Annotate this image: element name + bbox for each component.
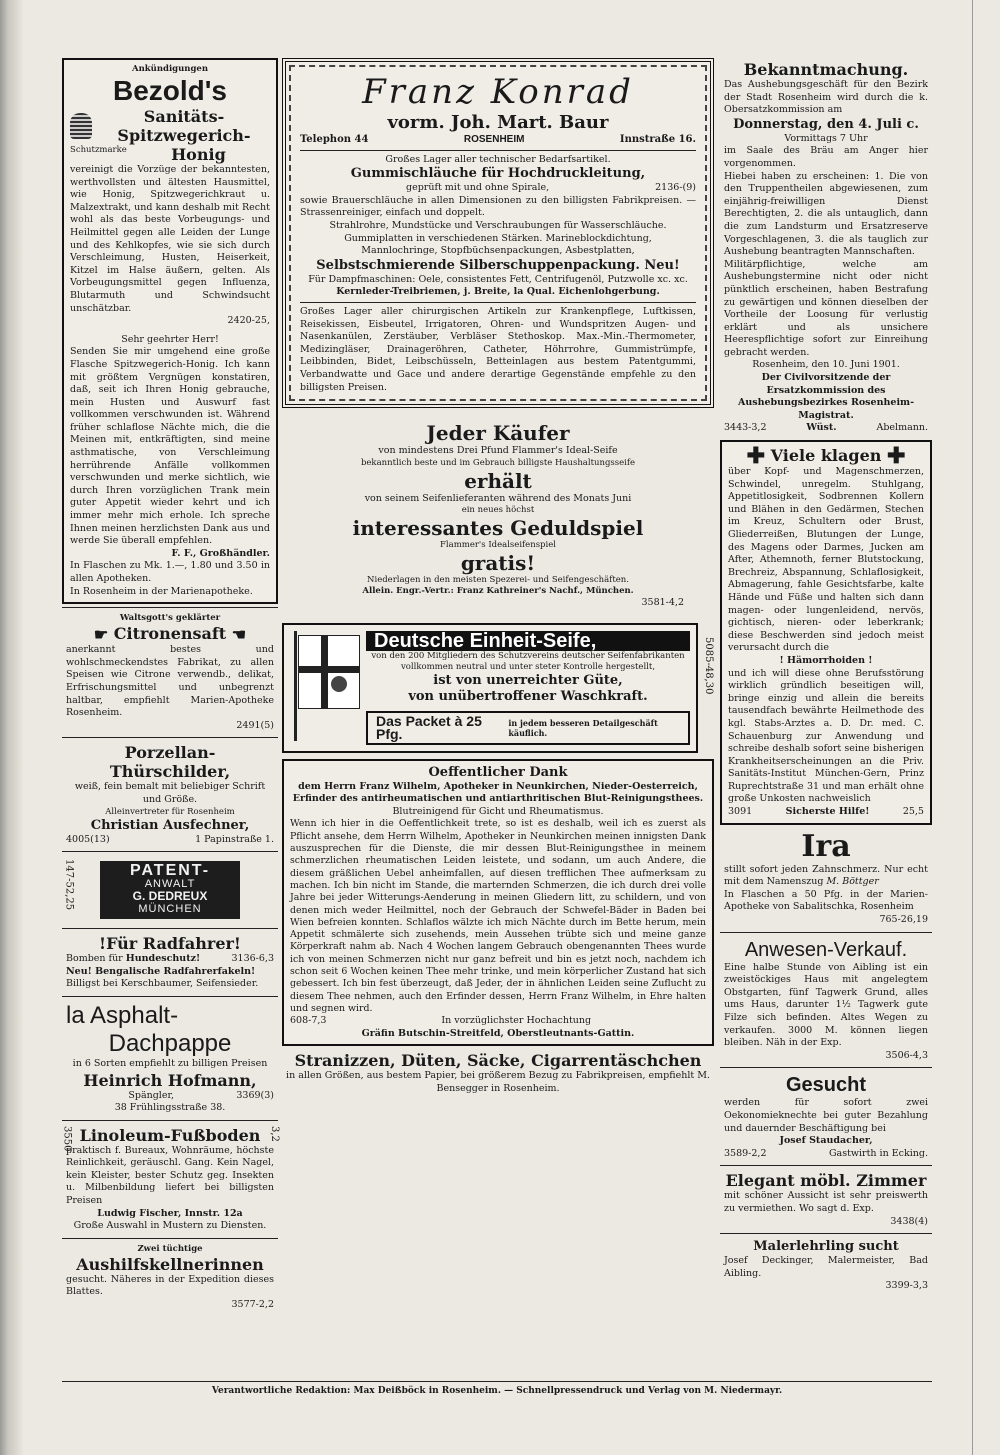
seife-l2: ist von unerreichter Güte, xyxy=(433,673,623,689)
kellner-ad xyxy=(62,1242,278,1314)
radfahrer-line1b: Hundeschutz! xyxy=(125,953,201,965)
kaeufer-l3: erhält xyxy=(464,468,532,493)
klagen-help: Sicherste Hilfe! xyxy=(785,806,870,818)
citron-body: anerkannt bestes und wohlschmeckendstes Fabrikat, zu allen Speisen wie Citrone verwendb., delikat, Erfrischungsmittel und unbegrenzt haltbar, empfiehlt Marien-Apotheke Rosenheim. xyxy=(66,644,274,719)
seife-side-code: 5085-48,30 xyxy=(703,636,714,695)
kaeufer-l2: bekanntlich beste und im Gebrauch billigste Haushaltungsseife xyxy=(360,457,636,468)
kaeufer-code: 3581-4,2 xyxy=(641,597,684,609)
seife-packet-note: in jedem besseren Detailgeschäft käuflich. xyxy=(508,718,658,739)
bezold-ad xyxy=(62,58,278,604)
bezold-code: 2420-25, xyxy=(227,315,270,327)
dank-intro: dem Herrn Franz Wilhelm, Apotheker in Neunkirchen, Nieder-Oesterreich, Erfinder des antirheumatischen und antiarthritischen Blut-Reinigungsthees. xyxy=(292,780,704,805)
zimmer-code: 3438(4) xyxy=(890,1215,928,1227)
linoleum-title: Linoleum-Fußboden xyxy=(79,1125,261,1145)
radfahrer-code: 3136-6,3 xyxy=(231,953,274,965)
kaeufer-l7: Flammer's Idealseifenspiel xyxy=(440,540,556,551)
divider xyxy=(62,1238,278,1239)
konrad-phone: Telephon 44 xyxy=(300,134,369,145)
patent-line4: MÜNCHEN xyxy=(138,902,202,915)
maler-ad xyxy=(720,1237,932,1295)
dank-title: Oeffentlicher Dank xyxy=(428,764,568,780)
stranizzen-title: Stranizzen, Düten, Säcke, Cigarrentäschchen xyxy=(294,1051,702,1071)
porzellan-agent: Christian Ausfechner, xyxy=(90,817,250,833)
middle-column xyxy=(282,58,714,1390)
zimmer-title: Elegant möbl. Zimmer xyxy=(725,1171,927,1191)
seife-ad xyxy=(282,623,698,753)
citron-ad xyxy=(62,611,278,734)
konrad-l1: Großes Lager aller technischer Bedarfsartikel. xyxy=(385,153,611,165)
kaeufer-l9: Niederlagen in den meisten Spezerei- und Seifengeschäften. xyxy=(367,575,629,586)
linoleum-side-left: 3550 xyxy=(61,1125,73,1152)
radfahrer-line1a: Bomben für xyxy=(66,953,123,965)
radfahrer-line3: Billigst bei Kerschbaumer, Seifensieder. xyxy=(66,978,259,990)
ira-ad xyxy=(720,828,932,929)
klagen-body2: und ich will diese ohne Berufsstörung wirklich gründlich beseitigen will, bringe einzig und allein die bereits tausendfach bewährte Heilmethode des kgl. Stabs-Arztes a. D. Dr. med. C. Schauenburg zur Anwendung und schreibe deshalb sofort seine bisherigen Krankheitserscheinungen an die Priv. Sanitäts-Institut München-Gern, Prinz Ruprechtstraße 31 und man erhält ohne große Unkosten nachweislich xyxy=(728,667,924,805)
konrad-l11: Großes Lager aller chirurgischen Artikeln zur Krankenpflege, Luftkissen, Reisekissen, Eisbeutel, Irrigatoren, Ohren- und Wundspritzen Augen- und Nasenkanülen, Zerstäuber, Verbläser Stethoskop. Max.-Min.-Thermometer, Medizingläser, Drainageröhren, Catheter, Höhrrohre, Gummistrümpfe, Leibbinden, Bidet, Leibschüsseln, Betteinlagen aus bestem Patentgummi, Verbandwatte und Gace und andere derartige Gegenstände empfehle zu den billigsten Preisen. xyxy=(300,305,696,393)
bezold-title: Bezold's xyxy=(112,75,227,106)
stranizzen-ad xyxy=(282,1049,714,1097)
bezold-body: vereinigt die Vorzüge der bekanntesten, werthvollsten und ältesten Hausmittel, wie Honig, Spitzwegerichkraut u. Malzextrakt, und kann deshalb mit Recht wohl als das beste Vorbeugungs- und Heilmittel gegen alle Leiden der Lunge und des Kehlkopfes, wie sie sich durch Verschleimung, Husten, Heiserkeit, Kitzel im Halse äußern, gelten. Als Vorbeugungsmittel gegen Influenza, Blutarmuth und Schwindsucht unschätzbar. xyxy=(70,164,270,314)
bekannt-code: 3443-3,2 xyxy=(724,422,767,434)
right-column xyxy=(720,58,932,1390)
divider xyxy=(720,1233,932,1234)
seife-title: Deutsche Einheit-Seife, xyxy=(366,631,690,652)
linoleum-name: Ludwig Fischer, Innstr. 12a xyxy=(97,1207,243,1219)
divider xyxy=(62,737,278,738)
linoleum-foot: Große Auswahl in Mustern zu Diensten. xyxy=(73,1220,267,1232)
linoleum-ad xyxy=(62,1124,278,1235)
patent-line3: G. DEDREUX xyxy=(132,889,208,904)
seife-wrap xyxy=(282,623,714,753)
porzellan-code: 4005(13) xyxy=(66,833,110,845)
zimmer-ad xyxy=(720,1169,932,1230)
kaeufer-l8: gratis! xyxy=(460,551,536,576)
linoleum-body: praktisch f. Bureaux, Wohnräume, höchste Reinlichkeit, geräuschl. Gang. Kein Nagel, kein Kleister, bester Schutz geg. Insekten u. Milbenbildung liefert bei billigsten Preisen xyxy=(66,1144,274,1207)
kellner-code: 3577-2,2 xyxy=(231,1299,274,1311)
gesucht-body: werden für sofort zwei Oekonomieknechte bei guter Bezahlung und dauernder Beschäftigung bei xyxy=(724,1097,928,1134)
citron-kicker: Waltsgott's geklärter xyxy=(119,613,221,624)
bekannt-time: Vormittags 7 Uhr xyxy=(784,132,868,144)
klagen-title: Viele klagen xyxy=(770,446,882,466)
asphalt-ad xyxy=(62,1000,278,1117)
asphalt-title1: la Asphalt- xyxy=(66,1001,179,1029)
radfahrer-ad xyxy=(62,932,278,993)
konrad-city: ROSENHEIM xyxy=(463,134,525,145)
bezold-honig: Honig xyxy=(171,145,226,164)
seife-packet xyxy=(366,711,690,744)
porzellan-ad xyxy=(62,741,278,848)
porzellan-agent-label: Alleinvertreter für Rosenheim xyxy=(105,806,235,817)
kaeufer-title: Jeder Käufer xyxy=(426,421,570,446)
bekannt-name1: Wüst. xyxy=(806,422,837,434)
kaeufer-l4: von seinem Seifenlieferanten während des Monats Juni xyxy=(364,492,632,504)
bekannt-date: Donnerstag, den 4. Juli c. xyxy=(733,116,919,132)
radfahrer-line2: Neu! Bengalische Radfahrerfakeln! xyxy=(66,965,256,977)
patent-line1: PATENT- xyxy=(129,862,211,880)
konrad-code: 2136-(9) xyxy=(655,182,696,194)
linoleum-side-right: 3,2 xyxy=(269,1125,280,1142)
konrad-ad xyxy=(282,58,714,408)
konrad-l5: Strahlrohre, Mundstücke und Verschraubungen für Wasserschläuche. xyxy=(329,219,667,231)
bezold-letter-greet: Sehr geehrter Herr! xyxy=(121,333,219,345)
konrad-street: Innstraße 16. xyxy=(619,134,696,145)
bekannt-ad xyxy=(720,58,932,437)
bekannt-sign1: Der Civilvorsitzende der Ersatzkommission des Aushebungsbezirkes Rosenheim-Magistrat. xyxy=(737,372,915,421)
anwesen-ad xyxy=(720,936,932,1065)
gesucht-name: Josef Staudacher, xyxy=(779,1135,873,1147)
divider xyxy=(300,150,696,151)
bezold-where: In Rosenheim in der Marienapotheke. xyxy=(70,585,253,597)
asphalt-role: Spängler, xyxy=(128,1089,174,1101)
kellner-body: gesucht. Näheres in der Expedition dieses Blattes. xyxy=(66,1273,274,1298)
konrad-l8: Selbstschmierende Silberschuppenpackung. Neu! xyxy=(316,257,680,273)
divider xyxy=(720,932,932,933)
klagen-ad xyxy=(720,440,932,825)
bezold-line1: Sanitäts- xyxy=(143,107,225,126)
dank-closing: In vorzüglichster Hochachtung xyxy=(441,1015,592,1027)
citron-code: 2491(5) xyxy=(236,719,274,731)
kellner-kicker: Zwei tüchtige xyxy=(137,1243,203,1254)
flag-icon xyxy=(290,631,360,741)
gesucht-title: Gesucht xyxy=(785,1074,867,1097)
klagen-code: 3091 xyxy=(728,806,753,818)
klagen-code2: 25,5 xyxy=(902,806,924,818)
anwesen-body: Eine halbe Stunde von Aibling ist ein zweistöckiges Haus mit angelegtem Obstgarten, fünf Tagwerk Grund, alles ums Haus, darunter 1½ Tagwerk gute Filze sich befinden. Altes Wegen zu verkaufen. 3000 M. können liegen bleiben. Näh in der Exp. xyxy=(724,961,928,1049)
bekannt-name2: Abelmann. xyxy=(876,422,928,434)
kaeufer-l6: interessantes Geduldspiel xyxy=(352,516,644,541)
bezold-price: In Flaschen zu Mk. 1.—, 1.80 und 3.50 in allen Apotheken. xyxy=(70,560,270,584)
konrad-l2: Gummischläuche für Hochdruckleitung, xyxy=(350,166,646,182)
ira-body2: In Flaschen a 50 Pfg. in der Marien-Apotheke von Sabalitschka, Rosenheim xyxy=(724,888,928,913)
bekannt-place-date: Rosenheim, den 10. Juni 1901. xyxy=(752,359,900,371)
citron-title: Citronensaft xyxy=(113,624,227,644)
patent-ad xyxy=(62,855,278,925)
bekannt-body4: Militärpflichtige, welche am Aushebungstermine nicht oder nicht pünktlich erscheinen, haben Bestrafung zu gewärtigen und können dieselben der Vortheile der Loosung für verlustig erklärt und als unsichere Heerespflichtige sofort zur Einreihung gebracht werden. xyxy=(724,258,928,358)
maler-code: 3399-3,3 xyxy=(885,1280,928,1292)
bezold-trademark: Schutzmarke xyxy=(70,145,127,155)
dank-ad xyxy=(282,759,714,1047)
footer-imprint: Verantwortliche Redaktion: Max Deißböck in Rosenheim. — Schnellpressendruck und Verlag von M. Niedermayr. xyxy=(211,1386,783,1396)
porzellan-title: Porzellan-Thürschilder, xyxy=(109,743,231,782)
konrad-title: Franz Konrad xyxy=(362,72,634,112)
pointing-hand-icon: ☛ xyxy=(93,625,109,645)
patent-logo xyxy=(100,861,240,919)
divider xyxy=(62,851,278,852)
bezold-letter-body: Senden Sie mir umgehend eine große Flasche Spitzwegerich-Honig. Ich kann mit größtem Vergnügen konstatiren, daß, seit ich Ihren Honig gebrauche, mein Husten und Auswurf fast vollkommen verschwunden ist. Während früher schlaflose Nächte mich, die die Meinen mit, entkräftigten, sind meine asthmatische, von Verschleimung herrührende Anfälle vollkommen verschwunden und merke sichtlich, wie durch Ihren vorzüglichen Trank mein guter Appetit wieder kehrt und ich immer mehr mich erhole. Ich spreche Ihnen meinen herzlichsten Dank aus und werde Sie überall empfehlen. xyxy=(70,346,270,547)
konrad-l4: sowie Brauerschläuche in allen Dimensionen zu den billigsten Fabrikpreisen. — Strassenreiniger, einfach und doppelt. xyxy=(300,194,696,219)
klagen-body: über Kopf- und Magenschmerzen, Schwindel, unregelm. Stuhlgang, Appetitlosigkeit, Sodbrennen Kollern und Blähen in den Gedärmen, Stechen im Kreuz, Schultern oder Brust, Gliederreißen, Blutungen der Lunge, des Magens oder Darmes, Jucken am After, Athemnoth, ferner Blutstockung, Brechreiz, Abspannung, Schlaflosigkeit, Abmagerung, fahle Gesichtsfarbe, kalte Hände und Füße und halten sich dann magen- oder lungenleidend, nervös, gichtisch, nieren- oder leberkrank; diese Beschwerden sind jedoch meist verursacht durch die xyxy=(728,466,924,654)
page-binding-edge xyxy=(0,0,24,1455)
asphalt-name: Heinrich Hofmann, xyxy=(83,1070,257,1090)
left-column xyxy=(62,58,278,1380)
maler-title: Malerlehrling sucht xyxy=(753,1239,899,1255)
konrad-l7: Mannlochringe, Stopfbüchsenpackungen, Asbestplatten, xyxy=(361,245,635,257)
divider xyxy=(720,1165,932,1166)
kellner-title: Aushilfskellnerinnen xyxy=(76,1254,264,1274)
ira-code: 765-26,19 xyxy=(879,914,928,926)
bezold-letter-sig: F. F., Großhändler. xyxy=(171,547,270,559)
seife-l3: von unübertroffener Waschkraft. xyxy=(408,689,648,705)
anwesen-code: 3506-4,3 xyxy=(885,1049,928,1061)
bekannt-body3: Hiebei haben zu erscheinen: 1. Die von den Truppentheilen abgewiesenen, zum einjährig-freiwilligen Dienst Berechtigten, 2. die als untauglich, dann die zum Landsturm und Ersatzreserve Vorgeschlagenen, 3. die als tauglich zur Aushebung beantragten Mannschaften. xyxy=(724,170,928,258)
asphalt-body: in 6 Sorten empfiehlt zu billigen Preisen xyxy=(72,1057,268,1069)
divider xyxy=(300,302,696,303)
bekannt-body2: im Saale des Bräu am Anger hier vorgenommen. xyxy=(724,145,928,169)
gesucht-place: Gastwirth in Ecking. xyxy=(828,1147,928,1159)
porzellan-address: 1 Papinstraße 1. xyxy=(195,833,274,845)
stranizzen-body: in allen Größen, aus bestem Papier, bei größerem Bezug zu Fabrikpreisen, empfiehlt M. Bensegger in Rosenheim. xyxy=(286,1070,710,1094)
radfahrer-title: !Für Radfahrer! xyxy=(99,934,241,954)
kaeufer-ad xyxy=(282,411,714,620)
divider xyxy=(720,1067,932,1068)
konrad-l9: Für Dampfmaschinen: Oele, consistentes Fett, Centrifugenöl, Putzwolle xc. xc. xyxy=(308,273,688,285)
ira-body: stillt sofort jeden Zahnschmerz. Nur echt mit dem Namenszug xyxy=(724,863,928,888)
konrad-l3: geprüft mit und ohne Spirale, xyxy=(406,182,550,194)
divider xyxy=(62,996,278,997)
dank-subtitle: Blutreinigend für Gicht und Rheumatismus. xyxy=(392,805,604,817)
ira-title: Ira xyxy=(801,828,851,864)
pointing-hand-icon: ☚ xyxy=(231,625,247,645)
divider xyxy=(62,607,278,608)
beehive-icon xyxy=(70,113,92,139)
gesucht-ad xyxy=(720,1071,932,1162)
konrad-l6: Gummiplatten in verschiedenen Stärken. Marineblockdichtung, xyxy=(344,232,652,244)
patent-line2: ANWALT xyxy=(144,877,196,890)
kaeufer-l1: von mindestens Drei Pfund Flammer's Ideal-Seife xyxy=(378,445,618,457)
cross-icon: ✚ xyxy=(746,443,766,470)
asphalt-title2: Dachpappe xyxy=(108,1029,232,1057)
asphalt-address: 38 Frühlingsstraße 38. xyxy=(114,1102,226,1114)
footer-rule xyxy=(62,1381,932,1382)
konrad-sub: vorm. Joh. Mart. Baur xyxy=(387,112,609,133)
bekannt-body1: Das Aushebungsgeschäft für den Bezirk der Stadt Rosenheim wird durch die k. Obersatzkommission am xyxy=(724,79,928,116)
asphalt-code: 3369(3) xyxy=(236,1089,274,1101)
bezold-kicker: Ankündigungen xyxy=(131,64,209,74)
cross-icon: ✚ xyxy=(886,443,906,470)
right-margin-line xyxy=(972,0,973,1455)
ira-signature: M. Böttger xyxy=(826,876,879,888)
patent-side-code: 147-52,25 xyxy=(63,859,75,911)
seife-packet-label: Das Packet à 25 Pfg. xyxy=(376,713,482,743)
dank-code: 608-7,3 xyxy=(290,1015,327,1027)
klagen-haem: ! Hämorrhoiden ! xyxy=(779,654,873,666)
konrad-l10: Kernleder-Treibriemen, j. Breite, la Qual. Eichenlohgerbung. xyxy=(336,286,660,298)
divider xyxy=(62,1120,278,1121)
bezold-line2: Spitzwegerich- xyxy=(117,126,251,145)
porzellan-body: weiß, fein bemalt mit beliebiger Schrift und Größe. xyxy=(74,781,266,805)
dank-body: Wenn ich hier in die Oeffentlichkeit trete, so ist es deshalb, weil ich es zuerst als Pflicht ansehe, dem Herrn Wilhelm, Apotheker in Neunkirchen meinen innigsten Dank auszusprechen für die Dienste, die mir dessen Blut-Reinigungsthee in meinem schmerzlichen rheumatischen Leiden leistete, und sodann, um auch Andere, die diesem gräßlichen Uebel anheimfallen, auf diesen trefflichen Thee aufmerksam zu machen. Ich bin nicht im Stande, die marternden Schmerzen, die ich durch drei volle Jahre bei jeder Witterungs-Aenderung in meinen Gliedern litt, zu schildern, und von denen mich weder Heilmittel, noch der Gebrauch der Schwefel-Bäder in Baden bei Wien befreien konnten. Schlaflos wälzte ich mich Nächte durch im Bette herum, mein Appetit schmälerte sich zusehends, mein Aussehen trübte sich und meine ganze Körperkraft nahm ab. Nach 4 Wochen langem Gebrauch obengenannten Thees wurde ich von meinen Schmerzen nicht nur ganz befreit und bin es jetzt noch, nachdem ich schon seit 6 Wochen keinen Thee mehr trinke, und mein körperlicher Zustand hat sich gebessert. Ich bin fest überzeugt, daß Jeder, der in ähnlichen Leiden seine Zuflucht zu diesem Thee nehmen, auch den Erfinder dessen, Herrn Franz Wilhelm, in Ehre halten und segnen wird. xyxy=(290,818,706,1014)
kaeufer-l10: Allein. Engr.-Vertr.: Franz Kathreiner's Nachf., München. xyxy=(362,586,634,597)
zimmer-body: mit schöner Aussicht ist sehr preiswerth zu vermiethen. Wo sagt d. Exp. xyxy=(724,1190,928,1214)
dank-signature: Gräfin Butschin-Streitfeld, Oberstleutnants-Gattin. xyxy=(361,1027,635,1039)
divider xyxy=(62,928,278,929)
kaeufer-l5: ein neues höchst xyxy=(461,505,535,516)
gesucht-code: 3589-2,2 xyxy=(724,1147,767,1159)
maler-body: Josef Deckinger, Malermeister, Bad Aibling. xyxy=(724,1255,928,1279)
bekannt-title: Bekanntmachung. xyxy=(743,60,909,79)
seife-l1: von den 200 Mitgliedern des Schutzvereins deutscher Seifenfabrikanten vollkommen neutral und unter steter Kontrolle hergestellt, xyxy=(371,651,685,673)
anwesen-title: Anwesen-Verkauf. xyxy=(744,938,908,961)
